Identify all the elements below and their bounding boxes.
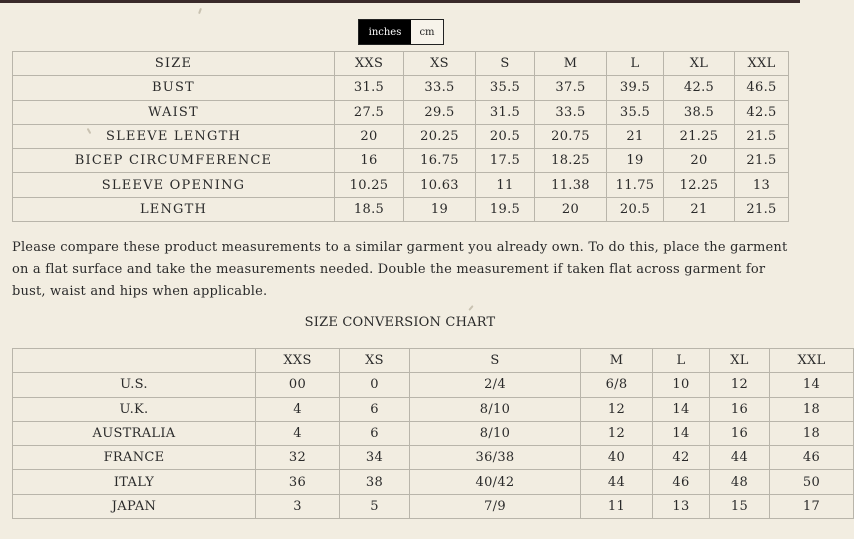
table-cell: 20 [335, 124, 404, 148]
header-cell: SIZE [13, 52, 335, 76]
table-cell: 0 [340, 373, 410, 397]
table-cell: 20.5 [607, 197, 664, 221]
paper-speck [468, 305, 473, 311]
row-label: U.S. [13, 373, 256, 397]
table-cell: 21.5 [735, 197, 789, 221]
header-cell: S [410, 349, 581, 373]
table-cell: 32 [256, 446, 340, 470]
table-cell: 19 [404, 197, 476, 221]
table-cell: 18.5 [335, 197, 404, 221]
table-header-row [13, 52, 789, 76]
table-cell: 16 [335, 149, 404, 173]
row-label: BICEP CIRCUMFERENCE [13, 149, 335, 173]
header-cell: S [476, 52, 535, 76]
row-label: JAPAN [13, 494, 256, 518]
table-cell: 42 [653, 446, 710, 470]
table-cell: 12 [710, 373, 770, 397]
header-cell: XXL [770, 349, 854, 373]
table-cell: 18.25 [535, 149, 607, 173]
table-cell: 17.5 [476, 149, 535, 173]
table-cell: 13 [653, 494, 710, 518]
table-cell: 21 [607, 124, 664, 148]
table-cell: 6 [340, 421, 410, 445]
table-row [13, 397, 854, 421]
table-cell: 48 [710, 470, 770, 494]
table-cell: 14 [653, 421, 710, 445]
table-cell: 20.5 [476, 124, 535, 148]
table-cell: 29.5 [404, 100, 476, 124]
table-cell: 21.25 [664, 124, 735, 148]
measurement-note: Please compare these product measurements to a similar garment you already own. To do this, place the garment on a flat surface and take the measurements needed. Double the measurement if taken flat across garment for bust, waist and hips when applicable. [12, 240, 788, 299]
table-row [13, 149, 789, 173]
table-cell: 19.5 [476, 197, 535, 221]
table-cell: 20.25 [404, 124, 476, 148]
table-cell: 11.75 [607, 173, 664, 197]
table-row [13, 470, 854, 494]
table-cell: 21.5 [735, 124, 789, 148]
table-cell: 40/42 [410, 470, 581, 494]
table-cell: 34 [340, 446, 410, 470]
table-cell: 18 [770, 421, 854, 445]
table-cell: 20 [535, 197, 607, 221]
table-cell: 37.5 [535, 76, 607, 100]
table-cell: 2/4 [410, 373, 581, 397]
table-cell: 31.5 [335, 76, 404, 100]
table-cell: 6/8 [581, 373, 653, 397]
table-cell: 33.5 [404, 76, 476, 100]
table-row [13, 100, 789, 124]
row-label: WAIST [13, 100, 335, 124]
header-cell: XXL [735, 52, 789, 76]
row-label: SLEEVE LENGTH [13, 124, 335, 148]
size-measurements-table [12, 51, 789, 222]
table-cell: 4 [256, 421, 340, 445]
table-cell: 20 [664, 149, 735, 173]
table-cell: 35.5 [607, 100, 664, 124]
header-cell: XXS [256, 349, 340, 373]
table-cell: 7/9 [410, 494, 581, 518]
table-cell: 46.5 [735, 76, 789, 100]
table-cell: 11 [581, 494, 653, 518]
table-row [13, 421, 854, 445]
table-cell: 12 [581, 397, 653, 421]
table-cell: 36 [256, 470, 340, 494]
table-cell: 40 [581, 446, 653, 470]
header-cell: L [653, 349, 710, 373]
table-cell: 50 [770, 470, 854, 494]
table-cell: 6 [340, 397, 410, 421]
unit-toggle[interactable] [358, 19, 444, 45]
conversion-chart-title: SIZE CONVERSION CHART [304, 315, 496, 330]
paper-speck [198, 8, 202, 14]
table-cell: 21.5 [735, 149, 789, 173]
row-label: SLEEVE OPENING [13, 173, 335, 197]
header-cell: XS [404, 52, 476, 76]
table-cell: 19 [607, 149, 664, 173]
unit-inches-button[interactable]: inches [359, 20, 411, 44]
table-cell: 39.5 [607, 76, 664, 100]
table-cell: 38 [340, 470, 410, 494]
table-cell: 14 [653, 397, 710, 421]
table-cell: 16.75 [404, 149, 476, 173]
table-row [13, 124, 789, 148]
table-cell: 8/10 [410, 397, 581, 421]
table-cell: 42.5 [664, 76, 735, 100]
table-cell: 16 [710, 421, 770, 445]
table-cell: 4 [256, 397, 340, 421]
row-label: LENGTH [13, 197, 335, 221]
table-cell: 36/38 [410, 446, 581, 470]
table-cell: 44 [581, 470, 653, 494]
table-cell: 42.5 [735, 100, 789, 124]
table-cell: 14 [770, 373, 854, 397]
table-row [13, 173, 789, 197]
table-cell: 27.5 [335, 100, 404, 124]
table-cell: 11 [476, 173, 535, 197]
table-row [13, 76, 789, 100]
table-cell: 10 [653, 373, 710, 397]
row-label: BUST [13, 76, 335, 100]
header-cell: M [535, 52, 607, 76]
header-cell: XXS [335, 52, 404, 76]
table-cell: 10.63 [404, 173, 476, 197]
table-cell: 18 [770, 397, 854, 421]
row-label: U.K. [13, 397, 256, 421]
table-cell: 10.25 [335, 173, 404, 197]
table-cell: 21 [664, 197, 735, 221]
size-conversion-table [12, 348, 854, 519]
table-cell: 3 [256, 494, 340, 518]
table-row [13, 197, 789, 221]
table-cell: 38.5 [664, 100, 735, 124]
header-cell [13, 349, 256, 373]
header-cell: XL [664, 52, 735, 76]
table-cell: 35.5 [476, 76, 535, 100]
table-cell: 20.75 [535, 124, 607, 148]
table-cell: 8/10 [410, 421, 581, 445]
table-row [13, 373, 854, 397]
table-cell: 12 [581, 421, 653, 445]
top-border [0, 0, 800, 3]
table-row [13, 446, 854, 470]
unit-cm-button[interactable]: cm [411, 20, 443, 44]
table-cell: 31.5 [476, 100, 535, 124]
table-cell: 11.38 [535, 173, 607, 197]
header-cell: M [581, 349, 653, 373]
table-cell: 16 [710, 397, 770, 421]
header-cell: XL [710, 349, 770, 373]
header-cell: XS [340, 349, 410, 373]
row-label: FRANCE [13, 446, 256, 470]
table-cell: 12.25 [664, 173, 735, 197]
table-cell: 13 [735, 173, 789, 197]
table-cell: 46 [653, 470, 710, 494]
table-row [13, 494, 854, 518]
table-cell: 15 [710, 494, 770, 518]
table-cell: 5 [340, 494, 410, 518]
row-label: ITALY [13, 470, 256, 494]
table-cell: 44 [710, 446, 770, 470]
table-cell: 46 [770, 446, 854, 470]
table-header-row [13, 349, 854, 373]
row-label: AUSTRALIA [13, 421, 256, 445]
table-cell: 17 [770, 494, 854, 518]
table-cell: 33.5 [535, 100, 607, 124]
table-cell: 00 [256, 373, 340, 397]
header-cell: L [607, 52, 664, 76]
